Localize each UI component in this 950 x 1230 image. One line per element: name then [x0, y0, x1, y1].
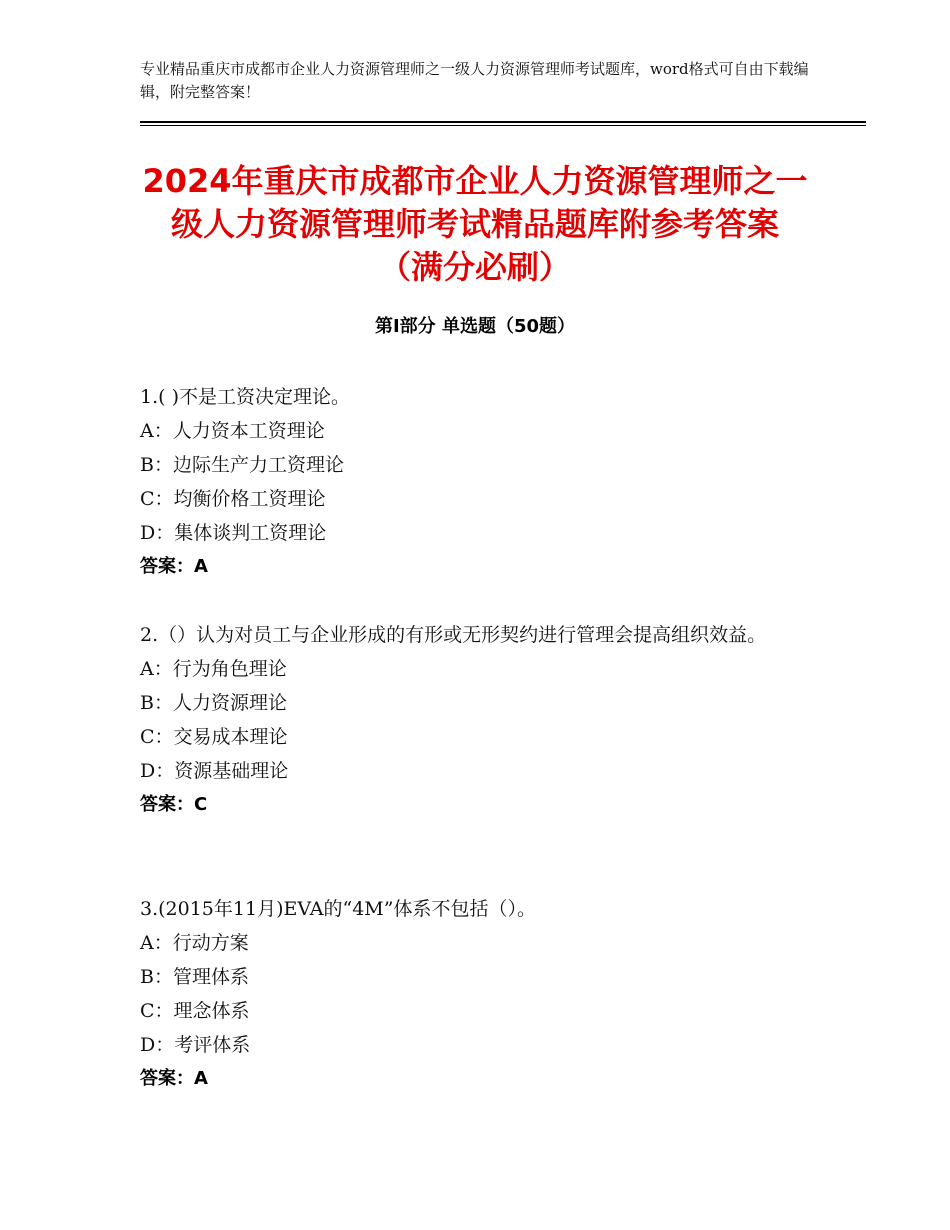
document-title: 2024年重庆市成都市企业人力资源管理师之一级人力资源管理师考试精品题库附参考答案（满分必刷） [142, 162, 808, 286]
answer-label: 答案：A [140, 556, 208, 577]
header-rule-thin [140, 125, 866, 126]
question-text: 3.(2015年11月)EVA的“4M”体系不包括（）。 [140, 898, 536, 920]
question-text: 2.（）认为对员工与企业形成的有形或无形契约进行管理会提高组织效益。 [140, 624, 767, 646]
option-a: A：行为角色理论 [140, 658, 287, 680]
option-b: B：管理体系 [140, 966, 249, 988]
question-block [140, 618, 820, 822]
header-rule-thick [140, 121, 866, 123]
header-note: 专业精品重庆市成都市企业人力资源管理师之一级人力资源管理师考试题库，word格式可自由下载编辑，附完整答案！ [140, 60, 809, 101]
answer-label: 答案：A [140, 1068, 208, 1089]
option-c: C：理念体系 [140, 1000, 250, 1022]
option-a: A：人力资本工资理论 [140, 420, 325, 442]
option-d: D：资源基础理论 [140, 760, 289, 782]
section-title: 第Ⅰ部分 单选题（50题） [374, 316, 575, 337]
option-a: A：行动方案 [140, 932, 249, 954]
option-c: C：交易成本理论 [140, 726, 288, 748]
option-d: D：集体谈判工资理论 [140, 522, 327, 544]
option-b: B：人力资源理论 [140, 692, 287, 714]
option-c: C：均衡价格工资理论 [140, 488, 326, 510]
question-text: 1.( )不是工资决定理论。 [140, 386, 350, 408]
question-block [140, 380, 820, 584]
option-b: B：边际生产力工资理论 [140, 454, 344, 476]
answer-label: 答案：C [140, 794, 208, 815]
option-d: D：考评体系 [140, 1034, 251, 1056]
question-block [140, 892, 820, 1096]
